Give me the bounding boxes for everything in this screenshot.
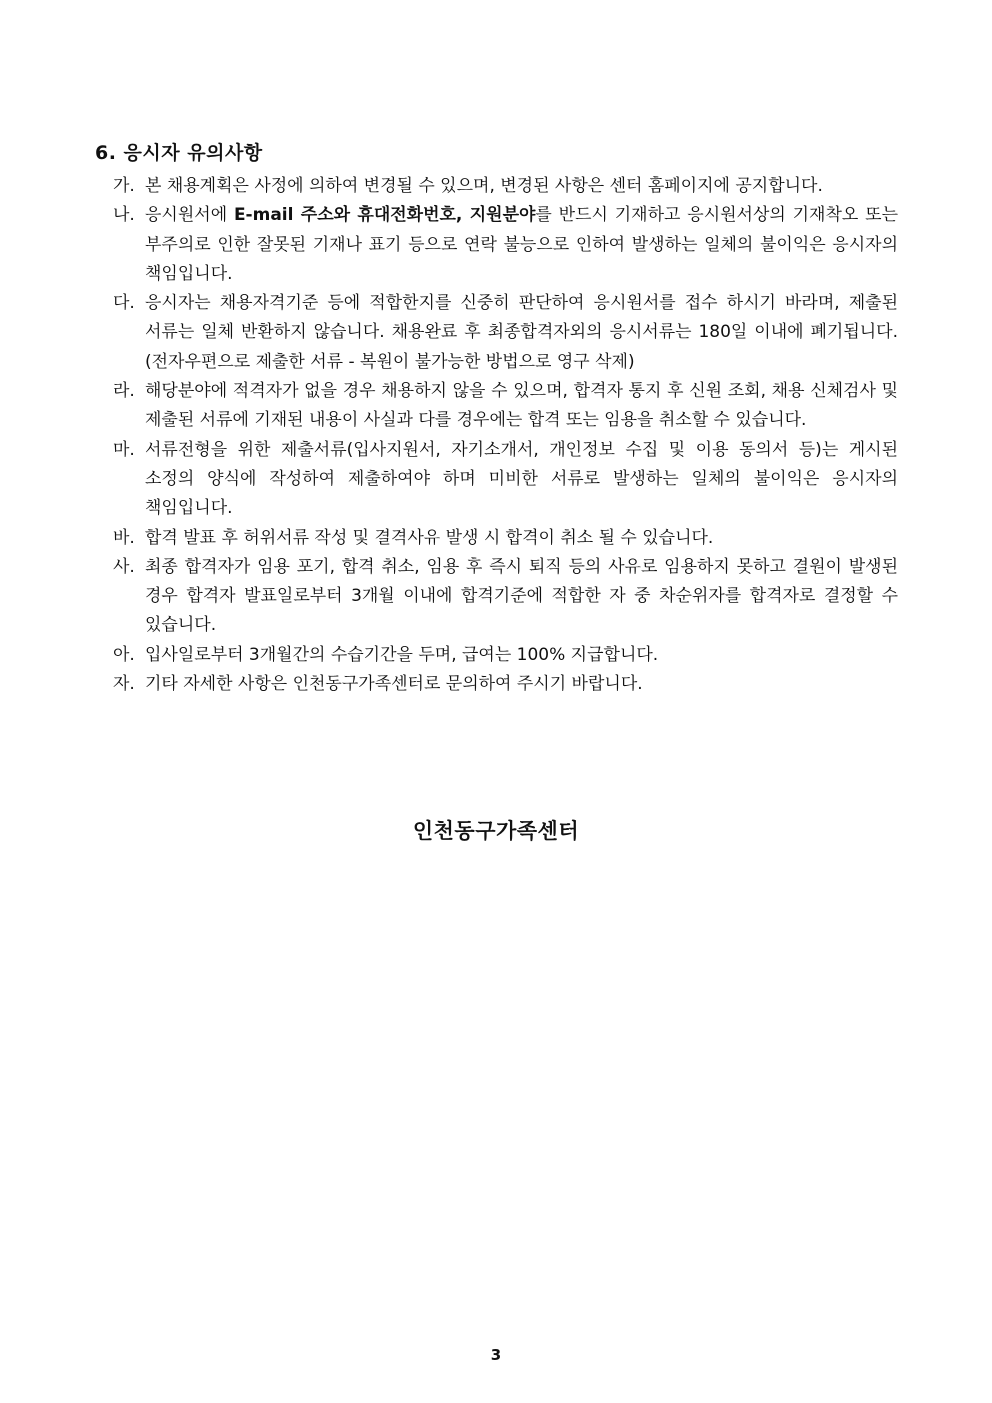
item-text: 합격 발표 후 허위서류 작성 및 결격사유 발생 시 합격이 취소 될 수 있습니다. (145, 527, 714, 548)
item-text-after: 를 반드시 기재하고 응시원서상의 기재착오 또는 부주의로 인한 잘못된 기재나 표기 등으로 연락 불능으로 인하여 발생하는 일체의 불이익은 응시자의 책임입니다. (145, 205, 898, 284)
list-item (113, 377, 898, 436)
item-marker: 다. (113, 293, 135, 314)
list-item (113, 436, 898, 524)
item-marker: 바. (113, 527, 135, 548)
page-number: 3 (490, 1346, 502, 1364)
item-text: 입사일로부터 3개월간의 수습기간을 두며, 급여는 100% 지급합니다. (145, 644, 659, 665)
section-heading: 6. 응시자 유의사항 (95, 142, 263, 164)
item-text: 본 채용계획은 사정에 의하여 변경될 수 있으며, 변경된 사항은 센터 홈페이지에 공지합니다. (145, 176, 823, 196)
notice-list (113, 172, 898, 699)
item-text: 해당분야에 적격자가 없을 경우 채용하지 않을 수 있으며, 합격자 통지 후 신원 조회, 채용 신체검사 및 제출된 서류에 기재된 내용이 사실과 다를 경우에는 합격 또는 임용을 취소할 수 있습니다. (145, 381, 898, 431)
item-text (145, 201, 898, 289)
item-text: 서류전형을 위한 제출서류(입사지원서, 자기소개서, 개인정보 수집 및 이용 동의서 등)는 게시된 소정의 양식에 작성하여 제출하여야 하며 미비한 서류로 발생하는 일체의 불이익은 응시자의 책임입니다. (145, 439, 898, 519)
item-marker: 가. (113, 176, 135, 196)
item-text-before: 응시원서에 (145, 205, 234, 226)
item-marker: 아. (113, 644, 135, 665)
list-item (113, 201, 898, 289)
item-marker: 자. (113, 674, 135, 695)
item-marker: 사. (113, 556, 135, 577)
list-item (113, 670, 898, 699)
organization-name: 인천동구가족센터 (412, 819, 580, 843)
item-text: 최종 합격자가 임용 포기, 합격 취소, 임용 후 즉시 퇴직 등의 사유로 임용하지 못하고 결원이 발생된 경우 합격자 발표일로부터 3개월 이내에 합격기준에 적합한 자 중 차순위자를 합격자로 결정할 수 있습니다. (145, 556, 898, 636)
list-item (113, 289, 898, 377)
item-marker: 마. (113, 439, 135, 460)
list-item (113, 172, 898, 201)
list-item (113, 524, 898, 553)
item-text: 응시자는 채용자격기준 등에 적합한지를 신중히 판단하여 응시원서를 접수 하시기 바라며, 제출된 서류는 일체 반환하지 않습니다. 채용완료 후 최종합격자외의 응시서류는 180일 이내에 폐기됩니다.(전자우편으로 제출한 서류 - 복원이 불가능한 방법으로 영구 삭제) (145, 293, 898, 372)
item-text-bold: E-mail 주소와 휴대전화번호, 지원분야 (233, 205, 536, 226)
item-marker: 라. (113, 381, 135, 402)
list-item (113, 553, 898, 641)
item-marker: 나. (113, 205, 135, 226)
item-text: 기타 자세한 사항은 인천동구가족센터로 문의하여 주시기 바랍니다. (145, 674, 643, 695)
list-item (113, 641, 898, 670)
